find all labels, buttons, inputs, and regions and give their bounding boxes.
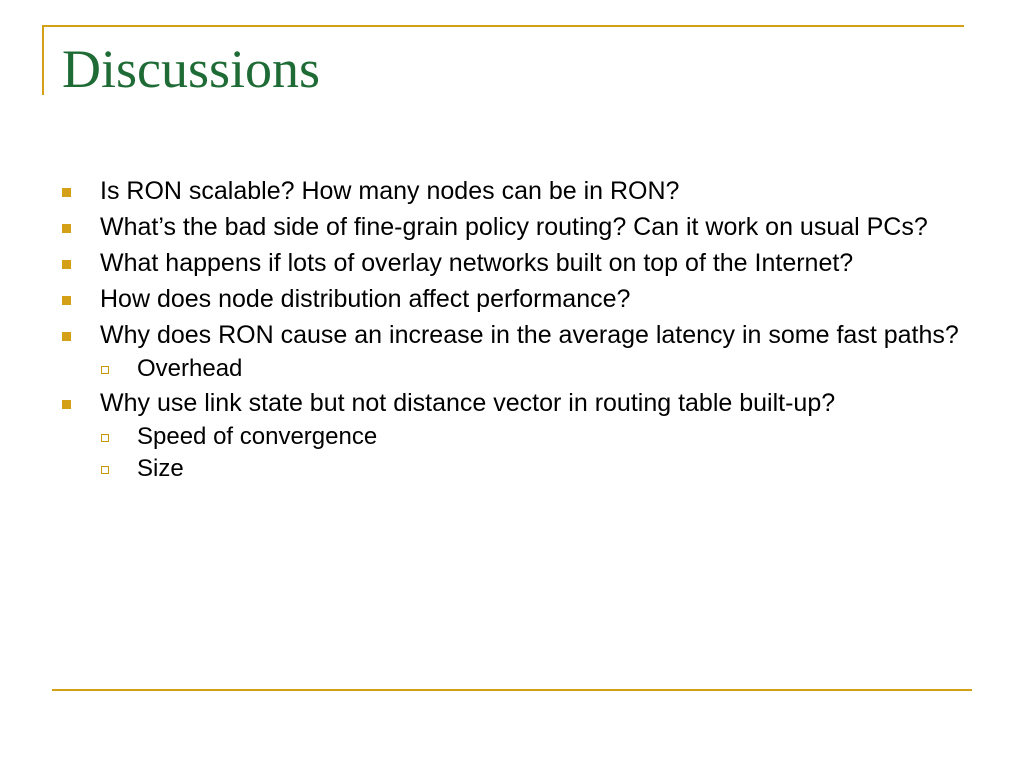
slide-title: Discussions	[62, 39, 321, 99]
sub-bullet-item	[62, 356, 992, 382]
bullet-item	[62, 286, 992, 313]
square-bullet-icon	[62, 224, 71, 233]
sub-bullet-item	[62, 424, 992, 450]
bullet-text: Why use link state but not distance vector in routing table built-up?	[100, 389, 836, 417]
sub-bullet-text: Overhead	[137, 355, 243, 382]
square-bullet-icon	[62, 260, 71, 269]
hollow-square-bullet-icon	[101, 466, 109, 474]
bullet-item	[62, 250, 992, 277]
square-bullet-icon	[62, 400, 71, 409]
sub-bullet-text: Size	[137, 455, 184, 482]
frame-left-rule	[42, 25, 44, 95]
square-bullet-icon	[62, 332, 71, 341]
bullet-text: Why does RON cause an increase in the average latency in some fast paths?	[100, 321, 959, 349]
frame-top-rule	[42, 25, 964, 27]
square-bullet-icon	[62, 296, 71, 305]
sub-bullet-item	[62, 456, 992, 482]
footer-rule	[52, 689, 972, 691]
bullet-text: How does node distribution affect performance?	[100, 285, 631, 313]
bullet-text: What’s the bad side of fine-grain policy routing? Can it work on usual PCs?	[100, 213, 928, 241]
hollow-square-bullet-icon	[101, 434, 109, 442]
bullet-item	[62, 322, 992, 349]
bullet-text: Is RON scalable? How many nodes can be in RON?	[100, 177, 680, 205]
bullet-list	[62, 178, 992, 490]
hollow-square-bullet-icon	[101, 366, 109, 374]
square-bullet-icon	[62, 188, 71, 197]
bullet-text: What happens if lots of overlay networks built on top of the Internet?	[100, 249, 854, 277]
bullet-item	[62, 214, 992, 241]
bullet-item	[62, 390, 992, 417]
sub-bullet-text: Speed of convergence	[137, 423, 378, 450]
bullet-item	[62, 178, 992, 205]
